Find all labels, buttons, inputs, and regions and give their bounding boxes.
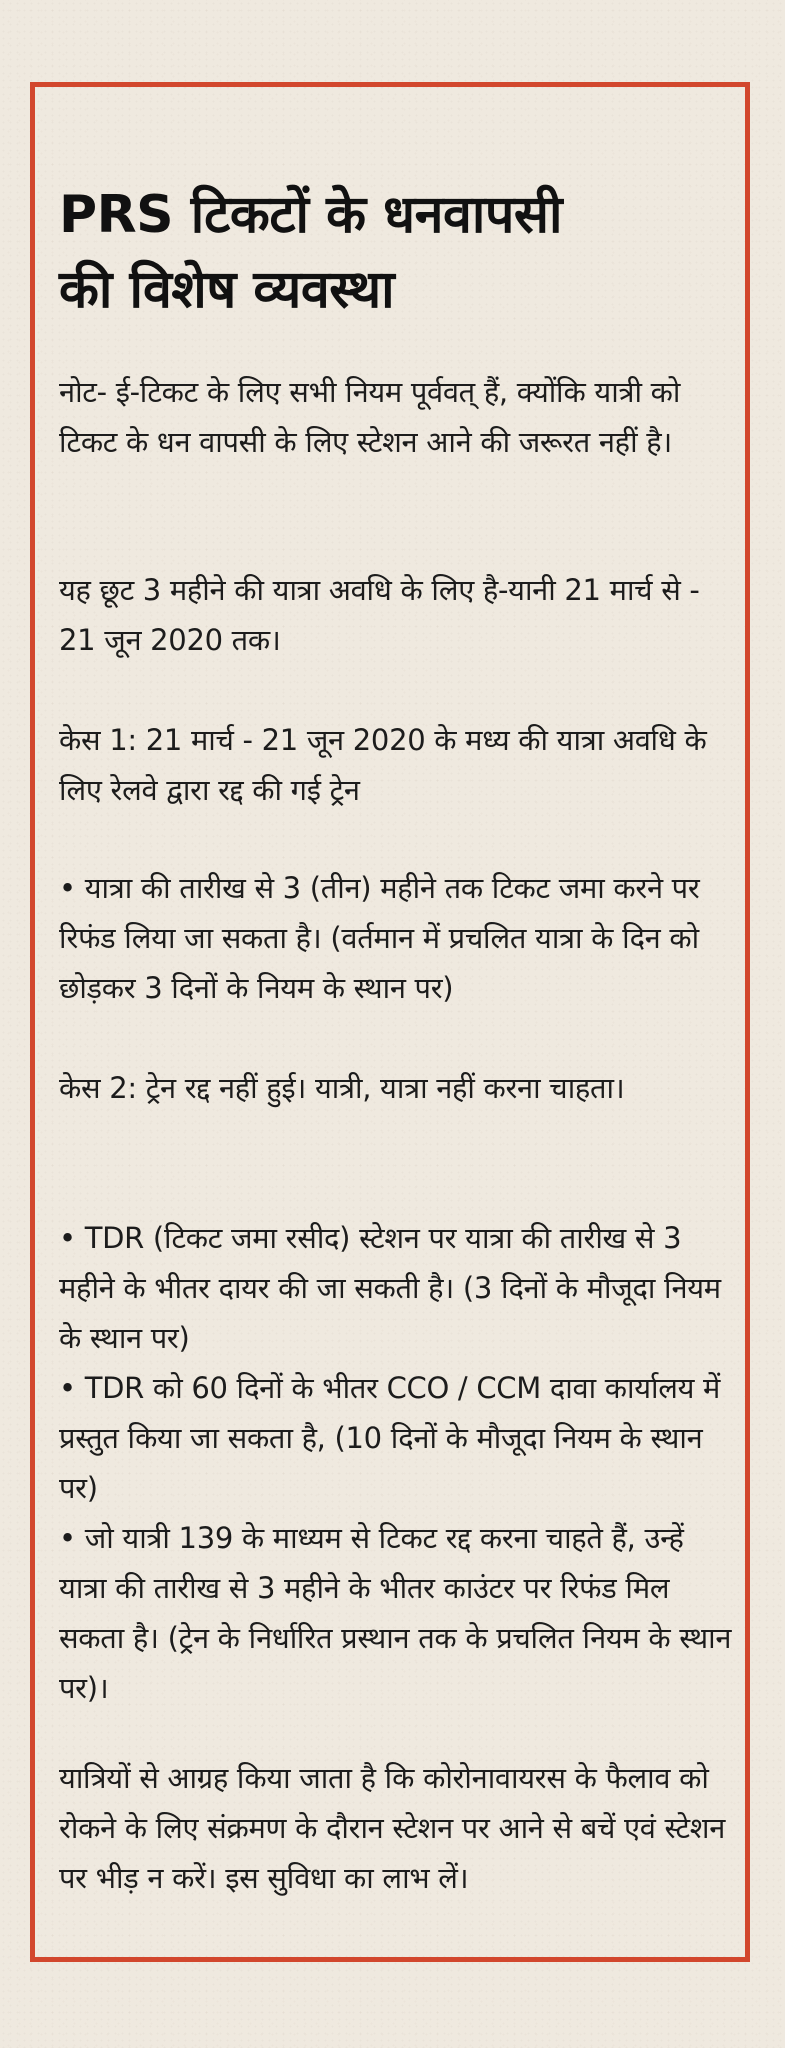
- case-2-heading: केस 2: ट्रेन रद्द नहीं हुई। यात्री, यात्रा नहीं करना चाहता।: [59, 1071, 625, 1105]
- notice-title-line-1: PRS टिकटों के धनवापसी: [59, 185, 563, 245]
- passenger-appeal-paragraph: यात्रियों से आग्रह किया जाता है कि कोरोनावायरस के फैलाव को रोकने के लिए संक्रमण के दौरान स्टेशन पर आने से बचें एवं स्टेशन पर भीड़ न करें। इस सुविधा का लाभ लें।: [59, 1761, 726, 1895]
- note-paragraph: नोट- ई-टिकट के लिए सभी नियम पूर्ववत् हैं, क्योंकि यात्री को टिकट के धन वापसी के लिए स्टेशन आने की जरूरत नहीं है।: [59, 375, 681, 459]
- case-1-heading: केस 1: 21 मार्च - 21 जून 2020 के मध्य की यात्रा अवधि के लिए रेलवे द्वारा रद्द की गई ट्रेन: [59, 723, 707, 807]
- cancel-139-bullet: • जो यात्री 139 के माध्यम से टिकट रद्द करना चाहते हैं, उन्हें यात्रा की तारीख से 3 महीने के भीतर काउंटर पर रिफंड मिल सकता है। (ट्रेन के निर्धारित प्रस्थान तक के प्रचलित नियम के स्थान पर)।: [59, 1521, 732, 1705]
- case-1-bullet: • यात्रा की तारीख से 3 (तीन) महीने तक टिकट जमा करने पर रिफंड लिया जा सकता है। (वर्तमान में प्रचलित यात्रा के दिन को छोड़कर 3 दिनों के नियम के स्थान पर): [59, 871, 700, 1005]
- tdr-cco-ccm-bullet: • TDR को 60 दिनों के भीतर CCO / CCM दावा कार्यालय में प्रस्तुत किया जा सकता है, (10 दिनों के मौजूदा नियम के स्थान पर): [59, 1371, 721, 1505]
- tdr-station-bullet: • TDR (टिकट जमा रसीद) स्टेशन पर यात्रा की तारीख से 3 महीने के भीतर दायर की जा सकती है। (3 दिनों के मौजूदा नियम के स्थान पर): [59, 1221, 721, 1355]
- relaxation-period-paragraph: यह छूट 3 महीने की यात्रा अवधि के लिए है-यानी 21 मार्च से - 21 जून 2020 तक।: [59, 573, 700, 657]
- notice-title-line-2: की विशेष व्यवस्था: [59, 260, 395, 320]
